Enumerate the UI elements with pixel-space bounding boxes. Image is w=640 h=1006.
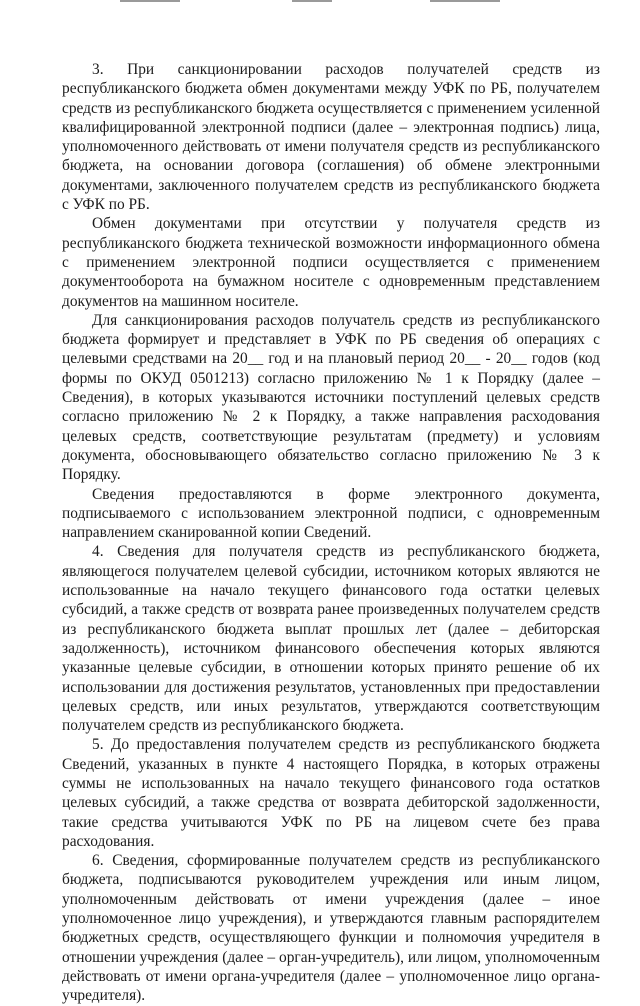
paragraph-6: 6. Сведения, сформированные получателем средств из республиканского бюджета, подписываются руководителем учреждения или иным лицом, уполномоченным действовать от имени учреждения (далее – иное уполномоченное лицо учреждения), и утверждаются главным распорядителем бюджетных средств, осуществляющего функции и полномочия учредителя в отношении учреждения (далее – орган-учредитель), или лицом, уполномоченным действовать от имени органа-учредителя (далее – уполномоченное лицо органа-учредителя). (62, 852, 600, 1005)
scan-edge-mark (120, 0, 180, 2)
paragraph-electronic-form: Сведения предоставляются в форме электронного документа, подписываемого с использованием электронной подписи, с одновременным направлением сканированной копии Сведений. (62, 485, 600, 542)
scan-edge-mark (430, 0, 500, 2)
scan-edge-mark (292, 0, 332, 2)
paragraph-3-intro: 3. При санкционировании расходов получателей средств из республиканского бюджета обмен документами между УФК по РБ, получателем средств из республиканского бюджета осуществляется с применением усиленной квалифицированной электронной подписи (далее – электронная подпись) лица, уполномоченного действовать от имени получателя средств из республиканского бюджета, на основании договора (соглашения) об обмене электронными документами, заключенного получателем средств из республиканского бюджета с УФК по РБ. (62, 61, 600, 214)
paragraph-4: 4. Сведения для получателя средств из республиканского бюджета, являющегося получателем целевой субсидии, источником которых являются не использованные на начало текущего финансового года остатки целевых субсидий, а также средств от возврата ранее произведенных получателем средств из республиканского бюджета выплат прошлых лет (далее – дебиторская задолженность), источником финансового обеспечения которых являются указанные целевые субсидии, в отношении которых принято решение об их использовании для достижения результатов, установленных при предоставлении целевых средств, или иных результатов, утверждаются соответствующим получателем средств из республиканского бюджета. (62, 543, 600, 735)
paragraph-paper-exchange: Обмен документами при отсутствии у получателя средств из республиканского бюджета технической возможности информационного обмена с применением электронной подписи осуществляется с применением документооборота на бумажном носителе с одновременным представлением документов на машинном носителе. (62, 215, 600, 310)
paragraph-sanction-info: Для санкционирования расходов получатель средств из республиканского бюджета формирует и представляет в УФК по РБ сведения об операциях с целевыми средствами на 20__ год и на плановый период 20__ - 20__ годов (код формы по ОКУД 0501213) согласно приложению № 1 к Порядку (далее – Сведения), в которых указываются источники поступлений целевых средств согласно приложению № 2 к Порядку, а также направления расходования целевых средств, соответствующие результатам (предмету) и условиям документа, обосновывающего обязательство согласно приложению № 3 к Порядку. (62, 311, 600, 484)
document-body (62, 60, 600, 1006)
paragraph-5: 5. До предоставления получателем средств из республиканского бюджета Сведений, указанных в пункте 4 настоящего Порядка, в которых отражены суммы не использованных на начало текущего финансового года остатков целевых субсидий, а также средства от возврата дебиторской задолженности, такие средства учитываются УФК по РБ на лицевом счете без права расходования. (62, 736, 600, 850)
